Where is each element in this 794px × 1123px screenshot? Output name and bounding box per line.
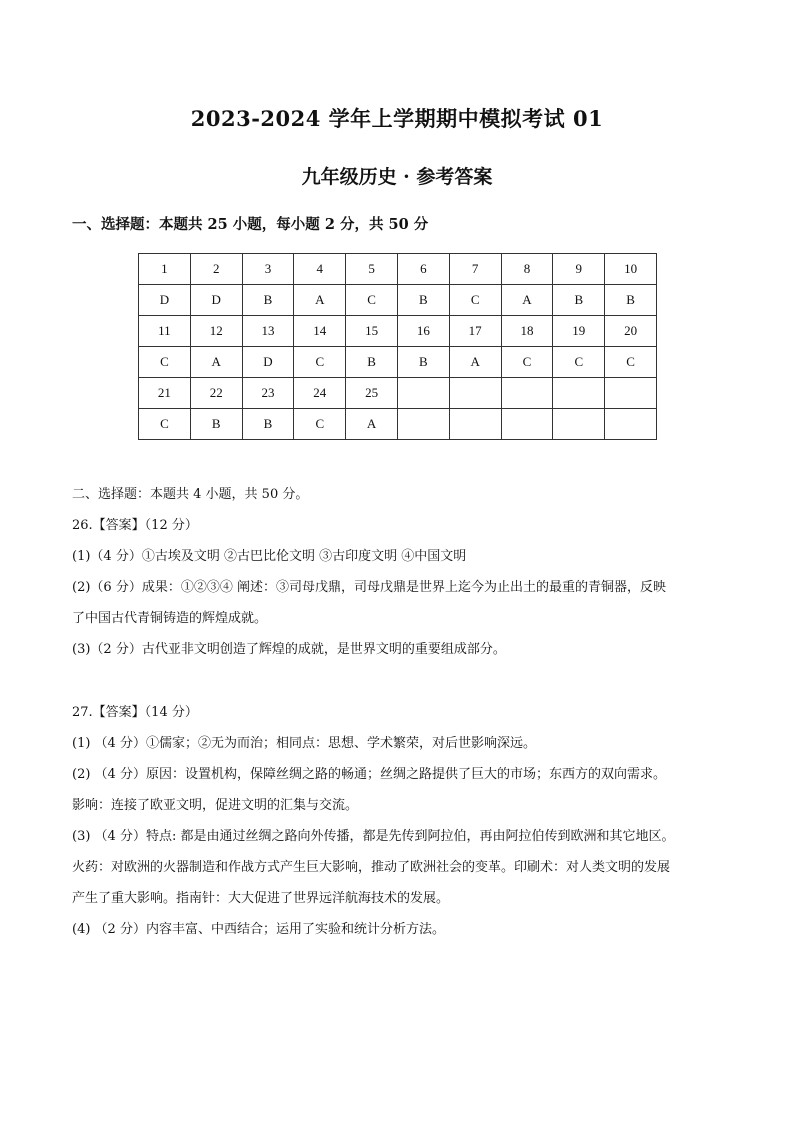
answer-table-row bbox=[139, 316, 657, 347]
q27-part-3-line-2: 火药：对欧洲的火器制造和作战方式产生巨大影响，推动了欧洲社会的变革。印刷术：对人类文明的发展 bbox=[72, 860, 671, 875]
question-number-cell: 4 bbox=[294, 254, 346, 285]
question-number-cell: 22 bbox=[190, 378, 242, 409]
question-number-cell: 23 bbox=[242, 378, 294, 409]
answer-cell: C bbox=[139, 347, 191, 378]
q27-part-1: (1) （4 分）①儒家；②无为而治；相同点：思想、学术繁荣，对后世影响深远。 bbox=[72, 736, 536, 751]
question-number-cell: 25 bbox=[346, 378, 398, 409]
answer-table-row bbox=[139, 378, 657, 409]
answer-cell bbox=[605, 409, 657, 440]
question-number-cell: 7 bbox=[449, 254, 501, 285]
answer-cell: D bbox=[139, 285, 191, 316]
answer-cell: B bbox=[397, 347, 449, 378]
answer-cell: B bbox=[242, 285, 294, 316]
answer-cell: C bbox=[553, 347, 605, 378]
question-number-cell: 14 bbox=[294, 316, 346, 347]
question-number-cell bbox=[501, 378, 553, 409]
question-number-cell bbox=[553, 378, 605, 409]
answer-cell: C bbox=[294, 347, 346, 378]
question-number-cell: 19 bbox=[553, 316, 605, 347]
answer-table-row bbox=[139, 347, 657, 378]
question-number-cell: 17 bbox=[449, 316, 501, 347]
question-number-cell: 16 bbox=[397, 316, 449, 347]
answer-cell: B bbox=[242, 409, 294, 440]
question-number-cell bbox=[605, 378, 657, 409]
answer-cell: A bbox=[449, 347, 501, 378]
q27-header: 27.【答案】（14 分） bbox=[72, 705, 198, 720]
answer-cell: C bbox=[501, 347, 553, 378]
answer-table-row bbox=[139, 254, 657, 285]
answer-cell: A bbox=[501, 285, 553, 316]
q26-part-2-line-2: 了中国古代青铜铸造的辉煌成就。 bbox=[72, 611, 268, 626]
answer-cell: A bbox=[294, 285, 346, 316]
answer-cell: C bbox=[605, 347, 657, 378]
answer-cell: C bbox=[449, 285, 501, 316]
question-number-cell: 24 bbox=[294, 378, 346, 409]
page-title: 2023-2024 学年上学期期中模拟考试 01 bbox=[190, 106, 604, 131]
page-subtitle: 九年级历史 · 参考答案 bbox=[301, 166, 493, 188]
question-number-cell: 15 bbox=[346, 316, 398, 347]
answer-table-row bbox=[139, 409, 657, 440]
answer-cell: B bbox=[346, 347, 398, 378]
q27-part-2-line-1: (2) （4 分）原因：设置机构，保障丝绸之路的畅通；丝绸之路提供了巨大的市场；东西方的双向需求。 bbox=[72, 767, 666, 782]
question-number-cell: 20 bbox=[605, 316, 657, 347]
answer-cell: B bbox=[553, 285, 605, 316]
question-number-cell: 6 bbox=[397, 254, 449, 285]
q27-part-3-line-3: 产生了重大影响。指南针：大大促进了世界远洋航海技术的发展。 bbox=[72, 891, 450, 906]
question-number-cell: 5 bbox=[346, 254, 398, 285]
question-number-cell: 12 bbox=[190, 316, 242, 347]
question-number-cell: 8 bbox=[501, 254, 553, 285]
q26-header: 26.【答案】（12 分） bbox=[72, 518, 198, 533]
q26-part-1: (1)（4 分）①古埃及文明 ②古巴比伦文明 ③古印度文明 ④中国文明 bbox=[72, 549, 467, 564]
answer-cell: A bbox=[346, 409, 398, 440]
answer-cell bbox=[501, 409, 553, 440]
question-number-cell: 21 bbox=[139, 378, 191, 409]
question-number-cell: 10 bbox=[605, 254, 657, 285]
q27-block bbox=[72, 697, 732, 945]
answer-cell: D bbox=[190, 285, 242, 316]
section-1-heading: 一、选择题：本题共 25 小题，每小题 2 分，共 50 分 bbox=[72, 216, 429, 233]
answer-cell: B bbox=[397, 285, 449, 316]
answer-cell: C bbox=[139, 409, 191, 440]
answer-cell bbox=[553, 409, 605, 440]
question-number-cell: 3 bbox=[242, 254, 294, 285]
answer-cell: A bbox=[190, 347, 242, 378]
q27-part-2-line-2: 影响：连接了欧亚文明，促进文明的汇集与交流。 bbox=[72, 798, 359, 813]
section-2-heading: 二、选择题：本题共 4 小题，共 50 分。 bbox=[72, 487, 309, 502]
question-number-cell: 11 bbox=[139, 316, 191, 347]
answer-cell bbox=[449, 409, 501, 440]
answer-table bbox=[138, 253, 657, 440]
answer-cell: C bbox=[346, 285, 398, 316]
question-number-cell: 18 bbox=[501, 316, 553, 347]
answer-cell: C bbox=[294, 409, 346, 440]
q26-part-2-line-1: (2)（6 分）成果：①②③④ 阐述：③司母戊鼎，司母戊鼎是世界上迄今为止出土的最重的青铜器，反映 bbox=[72, 580, 666, 595]
question-number-cell: 1 bbox=[139, 254, 191, 285]
q27-part-3-line-1: (3) （4 分）特点: 都是由通过丝绸之路向外传播，都是先传到阿拉伯，再由阿拉伯传到欧洲和其它地区。 bbox=[72, 829, 675, 844]
question-number-cell bbox=[449, 378, 501, 409]
section-2-block bbox=[72, 479, 732, 665]
question-number-cell: 9 bbox=[553, 254, 605, 285]
question-number-cell: 2 bbox=[190, 254, 242, 285]
answer-cell: B bbox=[190, 409, 242, 440]
answer-cell bbox=[397, 409, 449, 440]
question-number-cell: 13 bbox=[242, 316, 294, 347]
answer-cell: B bbox=[605, 285, 657, 316]
answer-table-row bbox=[139, 285, 657, 316]
answer-cell: D bbox=[242, 347, 294, 378]
q27-part-4: (4) （2 分）内容丰富、中西结合；运用了实验和统计分析方法。 bbox=[72, 922, 445, 937]
q26-part-3: (3)（2 分）古代亚非文明创造了辉煌的成就，是世界文明的重要组成部分。 bbox=[72, 642, 506, 657]
question-number-cell bbox=[397, 378, 449, 409]
